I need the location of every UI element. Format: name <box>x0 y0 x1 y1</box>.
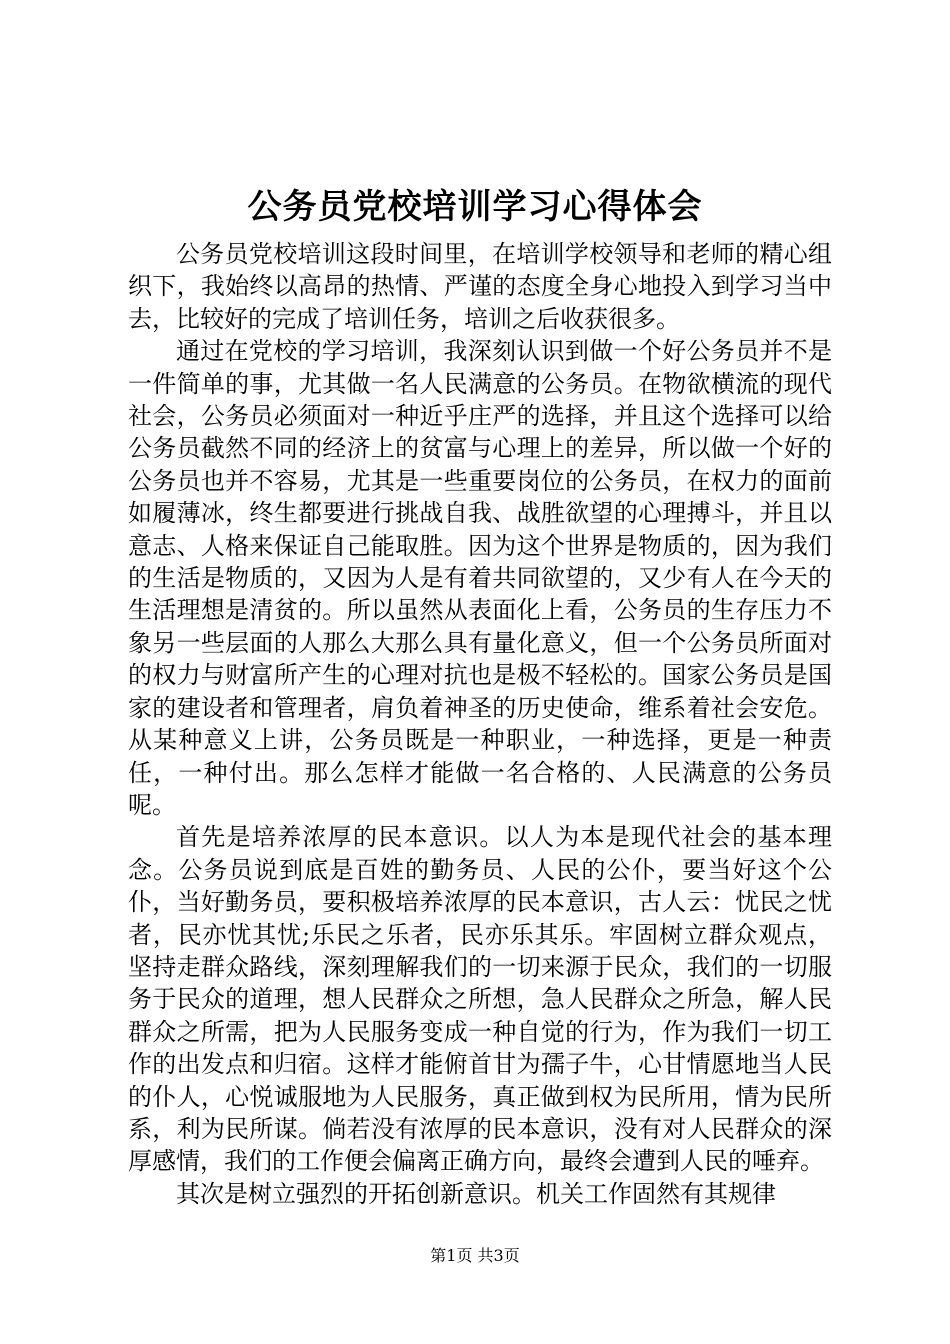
page-footer: 第1页 共3页 <box>430 1246 520 1265</box>
paragraph-2: 通过在党校的学习培训，我深刻认识到做一个好公务员并不是一件简单的事，尤其做一名人民满意的公务员。在物欲横流的现代社会，公务员必须面对一种近乎庄严的选择，并且这个选择可以给公务员截然不同的经济上的贫富与心理上的差异，所以做一个好的公务员也并不容易，尤其是一些重要岗位的公务员，在权力的面前如履薄冰，终生都要进行挑战自我、战胜欲望的心理搏斗，并且以意志、人格来保证自己能取胜。因为这个世界是物质的，因为我们的生活是物质的，又因为人是有着共同欲望的，又少有人在今天的生活理想是清贫的。所以虽然从表面化上看，公务员的生存压力不象另一些层面的人那么大那么具有量化意义，但一个公务员所面对的权力与财富所产生的心理对抗也是极不轻松的。国家公务员是国家的建设者和管理者，肩负着神圣的历史使命，维系着社会安危。从某种意义上讲，公务员既是一种职业，一种选择，更是一种责任，一种付出。那么怎样才能做一名合格的、人民满意的公务员呢。 <box>128 337 832 819</box>
document-body <box>128 238 832 1210</box>
paragraph-3: 首先是培养浓厚的民本意识。以人为本是现代社会的基本理念。公务员说到底是百姓的勤务员、人民的公仆，要当好这个公仆，当好勤务员，要积极培养浓厚的民本意识，古人云：忧民之忧者，民亦忧其忧;乐民之乐者，民亦乐其乐。牢固树立群众观点，坚持走群众路线，深刻理解我们的一切来源于民众，我们的一切服务于民众的道理，想人民群众之所想，急人民群众之所急，解人民群众之所需，把为人民服务变成一种自觉的行为，作为我们一切工作的出发点和归宿。这样才能俯首甘为孺子牛，心甘情愿地当人民的仆人，心悦诚服地为人民服务，真正做到权为民所用，情为民所系，利为民所谋。倘若没有浓厚的民本意识，没有对人民群众的深厚感情，我们的工作便会偏离正确方向，最终会遭到人民的唾弃。 <box>128 823 832 1176</box>
paragraph-4: 其次是树立强烈的开拓创新意识。机关工作固然有其规律 <box>176 1179 776 1208</box>
document-title: 公务员党校培训学习心得体会 <box>247 187 703 227</box>
paragraph-1: 公务员党校培训这段时间里，在培训学校领导和老师的精心组织下，我始终以高昂的热情、严谨的态度全身心地投入到学习当中去，比较好的完成了培训任务，培训之后收获很多。 <box>128 240 832 333</box>
